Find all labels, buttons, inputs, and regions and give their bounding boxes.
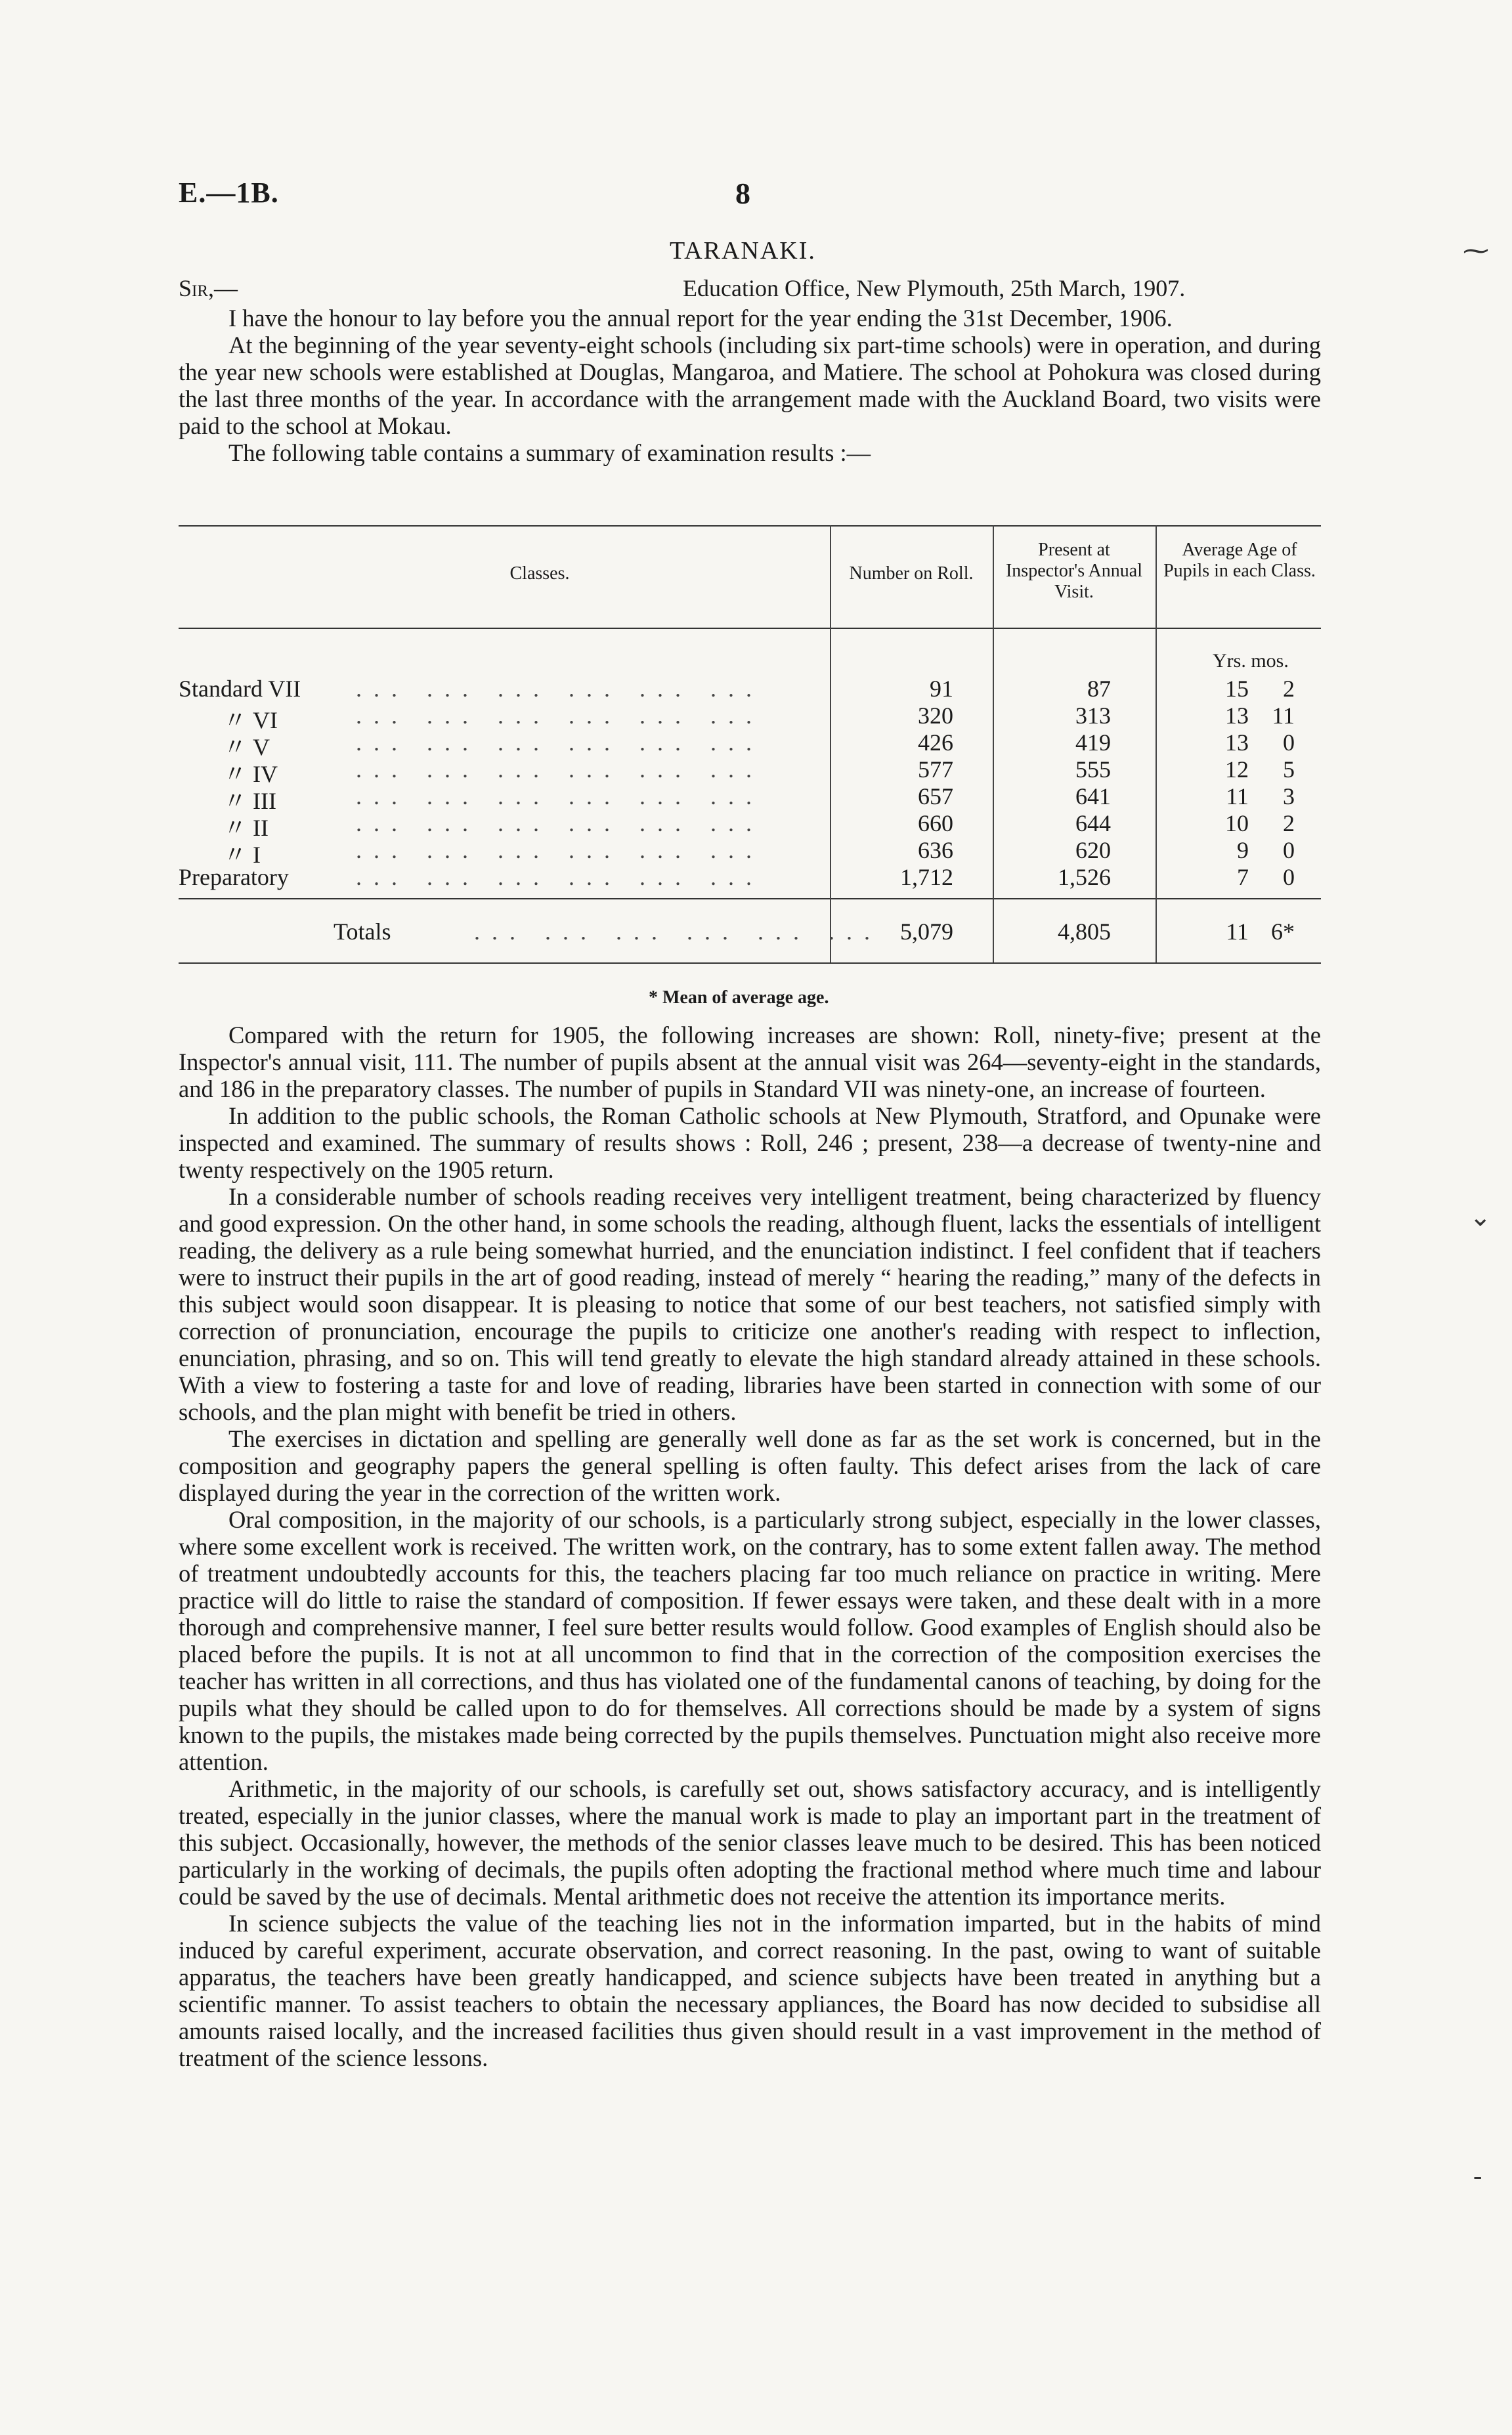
age-months: 6* [1271,918,1295,945]
table-row [179,675,1321,702]
age-months: 5 [1283,756,1295,783]
examination-results-table [179,516,1321,973]
paragraph: Arithmetic, in the majority of our schools, is carefully set out, shows satisfactory accuracy, and is intelligently treated, especially in the junior classes, where the manual work is made to play an important part in the treatment of this subject. Occasionally, however, the methods of the senior classes leave much to be desired. This has been noticed particularly in the working of decimals, the pupils often adopting the fractional method where much time and labour could be saved by the use of decimals. Mental arithmetic does not receive the attention its importance merits. [179,1775,1321,1910]
margin-mark: ‐ [1473,2161,1482,2190]
leader-dots: ... ... ... ... ... ... [356,810,764,836]
average-age [1203,836,1314,864]
age-months: 11 [1272,702,1295,729]
report-text [179,1022,1321,2071]
present-value: 644 [1075,810,1111,836]
roll-value: 1,712 [900,864,953,890]
class-label: 〃 V [223,734,270,760]
roll-total: 5,079 [900,918,953,945]
age-months: 0 [1283,837,1295,863]
paragraph: In a considerable number of schools reading receives very intelligent treatment, being characterized by fluency and good expression. On the other hand, in some schools the reading, although fluent, lacks the essentials of intelligent reading, the delivery as a rule being somewhat hurried, and the enunciation indistinct. I feel confident that if teachers were to instruct their pupils in the art of good reading, instead of merely “ hearing the reading,” many of the defects in this subject would soon disappear. It is pleasing to notice that some of our best teachers, not satisfied simply with correction of pronunciation, encourage the pupils to criticize one another's reading with respect to inflection, enunciation, phrasing, and so on. This will tend greatly to elevate the high standard already attained in these schools. With a view to fostering a taste for and love of reading, libraries have been started in connection with some of our schools, and the plan might with benefit be tried in others. [179,1183,1321,1425]
average-age-total [1203,918,1314,945]
roll-value: 320 [918,702,953,729]
average-age [1203,702,1314,729]
salutation: Sir,— [179,275,238,301]
age-years: 15 [1225,676,1249,702]
leader-dots: ... ... ... ... ... ... [356,783,764,809]
table-row [179,783,1321,814]
document-reference: E.—1B. [179,177,279,209]
table-row [179,729,1321,760]
roll-value: 657 [918,783,953,809]
average-age [1203,783,1314,810]
table-footnote: * Mean of average age. [649,987,829,1008]
present-value: 87 [1087,676,1111,702]
present-total: 4,805 [1058,918,1111,945]
leader-dots: ... ... ... ... ... ... [356,676,764,702]
roll-value: 91 [930,676,953,702]
paragraph: In addition to the public schools, the Roman Catholic schools at New Plymouth, Stratford, and Opunake were inspected and examined. The summary of results shows : Roll, 246 ; present, 238—a decrease of twenty-nine and twenty respectively on the 1905 return. [179,1102,1321,1183]
age-years: 11 [1226,918,1249,945]
class-label: 〃 I [223,842,261,868]
margin-mark: ⁓ [1463,236,1489,265]
class-label: 〃 II [223,815,269,841]
table-top-rule [179,525,1321,527]
class-label: Preparatory [179,864,289,890]
average-age [1203,675,1314,702]
average-age [1203,863,1314,891]
table-row [179,756,1321,787]
page-number: 8 [735,177,750,210]
age-years: 12 [1225,756,1249,783]
class-label: 〃 III [223,788,276,814]
paragraph: At the beginning of the year seventy-eight schools (including six part-time schools) were in operation, and during the year new schools were established at Douglas, Mangaroa, and Matiere. The school at Pohokura was closed during the last three months of the year. In accordance with the arrangement made with the Auckland Board, two visits were paid to the school at Mokau. [179,332,1321,439]
table-row [179,809,1321,841]
leader-dots: ... ... ... ... ... ... [356,702,764,729]
table-totals-rule [179,898,1321,899]
paragraph: Compared with the return for 1905, the following increases are shown: Roll, ninety-five; present at the Inspector's annual visit, 111. The number of pupils absent at the annual visit was 264—seventy-eight in the standards, and 186 in the preparatory classes. The number of pupils in Standard VII was ninety-one, an increase of fourteen. [179,1022,1321,1102]
paragraph: I have the honour to lay before you the annual report for the year ending the 31st December, 1906. [228,305,1173,332]
table-header-rule [179,628,1321,629]
table-row [179,863,1321,890]
roll-value: 426 [918,729,953,756]
age-months: 3 [1283,783,1295,809]
table-row [179,836,1321,868]
age-years: 7 [1237,864,1249,890]
class-label: Standard VII [179,676,301,702]
age-months: 2 [1283,810,1295,836]
table-row [179,702,1321,733]
present-value: 641 [1075,783,1111,809]
header-average-age: Average Age of Pupils in each Class. [1163,540,1316,581]
roll-value: 577 [918,756,953,783]
roll-value: 636 [918,837,953,863]
average-age [1203,729,1314,756]
header-classes: Classes. [509,563,570,584]
margin-mark: ⌄ [1469,1202,1492,1232]
paragraph: Oral composition, in the majority of our schools, is a particularly strong subject, especially in the lower classes, where some excellent work is received. The written work, on the contrary, has to some extent fallen away. The method of treatment undoubtedly accounts for this, the teachers placing far too much reliance on practice in writing. Mere practice will do little to raise the standard of composition. If fewer essays were taken, and these dealt with in a more thorough and comprehensive manner, I feel sure better results would follow. Good examples of English should also be placed before the pupils. It is not at all uncommon to find that in the correction of the composition exercises the teacher has written in all corrections, and thus has violated one of the fundamental canons of teaching, by doing for the pupils what they should be called upon to do for themselves. All corrections should be made by a system of signs known to the pupils, the mistakes made being corrected by the pupils themselves. Punctuation might also receive more attention. [179,1506,1321,1775]
header-roll: Number on Roll. [849,563,974,584]
present-value: 620 [1075,837,1111,863]
average-age [1203,756,1314,783]
age-months: 0 [1283,729,1295,756]
age-years: 11 [1226,783,1249,809]
age-months: 0 [1283,864,1295,890]
leader-dots: ... ... ... ... ... ... [356,864,764,890]
totals-label: Totals [334,918,391,945]
present-value: 1,526 [1058,864,1111,890]
present-value: 313 [1075,702,1111,729]
paragraph: The following table contains a summary of examination results :— [228,439,871,466]
table-bottom-rule [179,962,1321,964]
age-years: 13 [1225,702,1249,729]
header-present: Present at Inspector's Annual Visit. [1005,540,1142,602]
present-value: 555 [1075,756,1111,783]
present-value: 419 [1075,729,1111,756]
leader-dots: ... ... ... ... ... ... [356,837,764,863]
age-units: Yrs. mos. [1213,650,1289,672]
age-years: 10 [1225,810,1249,836]
paragraph: The exercises in dictation and spelling are generally well done as far as the set work is concerned, but in the composition and geography papers the general spelling is often faulty. This defect arises from the lack of care displayed during the year in the correction of the written work. [179,1425,1321,1506]
average-age [1203,809,1314,837]
dateline: Education Office, New Plymouth, 25th March, 1907. [683,275,1186,301]
class-label: 〃 IV [223,761,278,787]
age-years: 13 [1225,729,1249,756]
intro-text [179,305,1321,466]
totals-row [179,918,1321,945]
age-years: 9 [1237,837,1249,863]
leader-dots: ... ... ... ... ... ... [474,918,882,945]
paragraph: In science subjects the value of the teaching lies not in the information imparted, but in the habits of mind induced by careful experiment, accurate observation, and correct reasoning. In the past, owing to want of suitable apparatus, the teachers have been greatly handicapped, and science subjects have been treated in anything but a scientific manner. To assist teachers to obtain the necessary appliances, the Board has now decided to subsidise all amounts raised locally, and the increased facilities thus given should result in a vast improvement in the method of treatment of the science lessons. [179,1910,1321,2071]
leader-dots: ... ... ... ... ... ... [356,756,764,783]
section-heading: TARANAKI. [670,237,816,265]
class-label: 〃 VI [223,707,278,733]
age-months: 2 [1283,676,1295,702]
leader-dots: ... ... ... ... ... ... [356,729,764,756]
roll-value: 660 [918,810,953,836]
